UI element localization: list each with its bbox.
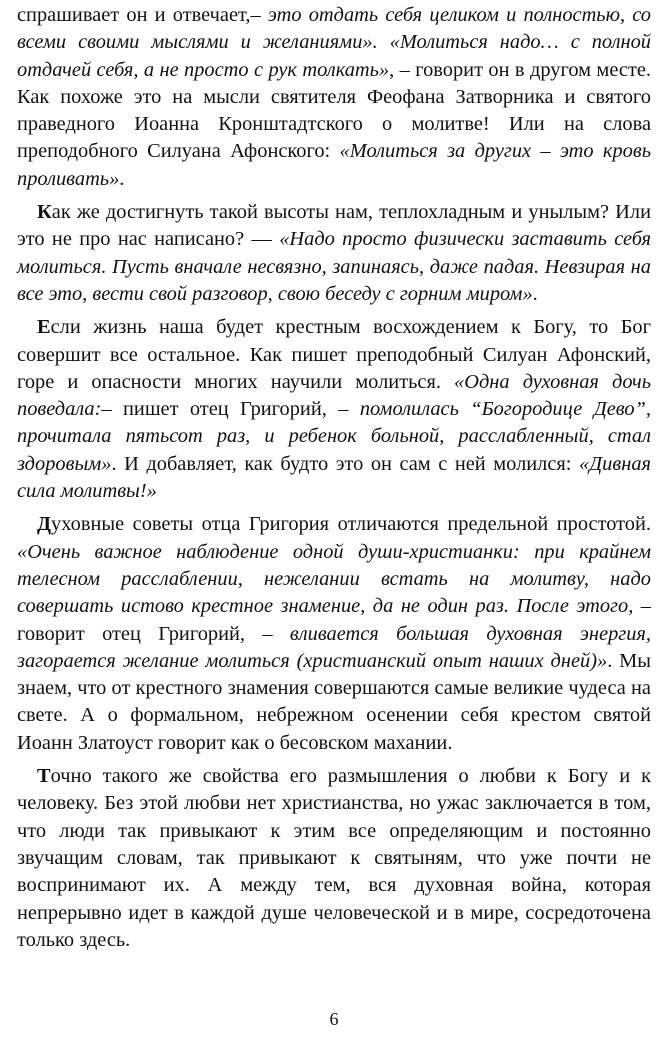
initial-letter: Т	[37, 765, 51, 788]
body-text	[17, 0, 651, 960]
quote-run: «Молиться за других – это кровь проливать»	[17, 140, 651, 190]
text-run: .	[119, 167, 125, 190]
paragraph-2	[17, 199, 651, 308]
quote-run: это отдать себя целиком и полностью, со всеми своими мыслями и желаниями». «Молиться надо… с полной отдачей себя, а не просто с рук толкать»	[17, 4, 651, 81]
quote-run: «Дивная сила молитвы!»	[17, 452, 651, 503]
quote-run: «Надо просто физически заставить себя молиться. Пусть вначале несвязно, запинаясь, даже падая. Невзирая на все это, вести свой разговор, свою беседу с горним миром»	[17, 228, 651, 305]
page-number: 6	[329, 1009, 339, 1029]
text-run: очно такого же свойства его размышления о любви к Богу и к человеку. Без этой любви нет христианства, но ужас заключается в том, что люди так привыкают к этим все определяющим и постоянно звучащим словам, так привыкают к святыням, что уже почти не воспринимают их. А между тем, вся духовная война, которая непрерывно идет в каждой душе человеческой и в мире, сосредоточена только здесь.	[17, 765, 651, 951]
text-run: ак же достигнуть такой высоты нам, теплохладным и унылым? Или это не про нас написано? —	[17, 201, 651, 251]
paragraph-1	[17, 2, 651, 193]
initial-letter: Д	[37, 513, 52, 536]
text-run: , – говорит он в другом месте. Как похоже это на мысли святителя Феофана Затворника и святого праведного Иоанна Кронштадтского о молитве! Или на слова преподобного Силуана Афонского:	[17, 58, 652, 163]
paragraph-4	[17, 511, 651, 757]
initial-letter: К	[37, 201, 52, 224]
text-run: уховные советы отца Григория отличаются предельной простотой.	[51, 513, 651, 536]
quote-run: «Одна духовная дочь поведала:	[17, 370, 651, 421]
text-run: . И добавляет, как будто это он сам с ней молился:	[111, 452, 579, 475]
text-run: – говорит отец Григорий, –	[17, 595, 651, 645]
initial-letter: Е	[37, 316, 51, 339]
text-run: .	[532, 282, 538, 305]
paragraph-3	[17, 314, 651, 505]
quote-run: помолилась “Богородице Дево”, прочитала пятьсот раз, и ребенок больной, расслабленный, стал здоровым»	[17, 398, 651, 475]
text-run: сли жизнь наша будет крестным восхождением к Богу, то Бог совершит все остальное. Как пишет преподобный Силуан Афонский, горе и опасности многих научили молиться.	[17, 316, 651, 393]
text-run: спрашивает он и отвечает,–	[17, 4, 268, 26]
quote-run: «Очень важное наблюдение одной души-христианки: при крайнем телесном расслаблении, нежелании встать на молитву, надо совершать истово крестное знамение, да не один раз. После этого,	[17, 540, 651, 618]
text-run: – пишет отец Григорий, –	[101, 398, 360, 421]
quote-run: вливается большая духовная энергия, загорается желание молиться (христианский опыт наших дней)»	[17, 622, 651, 672]
book-page	[17, 0, 651, 1044]
paragraph-5	[17, 763, 651, 954]
text-run: . Мы знаем, что от крестного знамения совершаются самые великие чудеса на свете. А о формальном, небрежном осенении себя крестом святой Иоанн Златоуст говорит как о бесовском махании.	[17, 649, 651, 754]
